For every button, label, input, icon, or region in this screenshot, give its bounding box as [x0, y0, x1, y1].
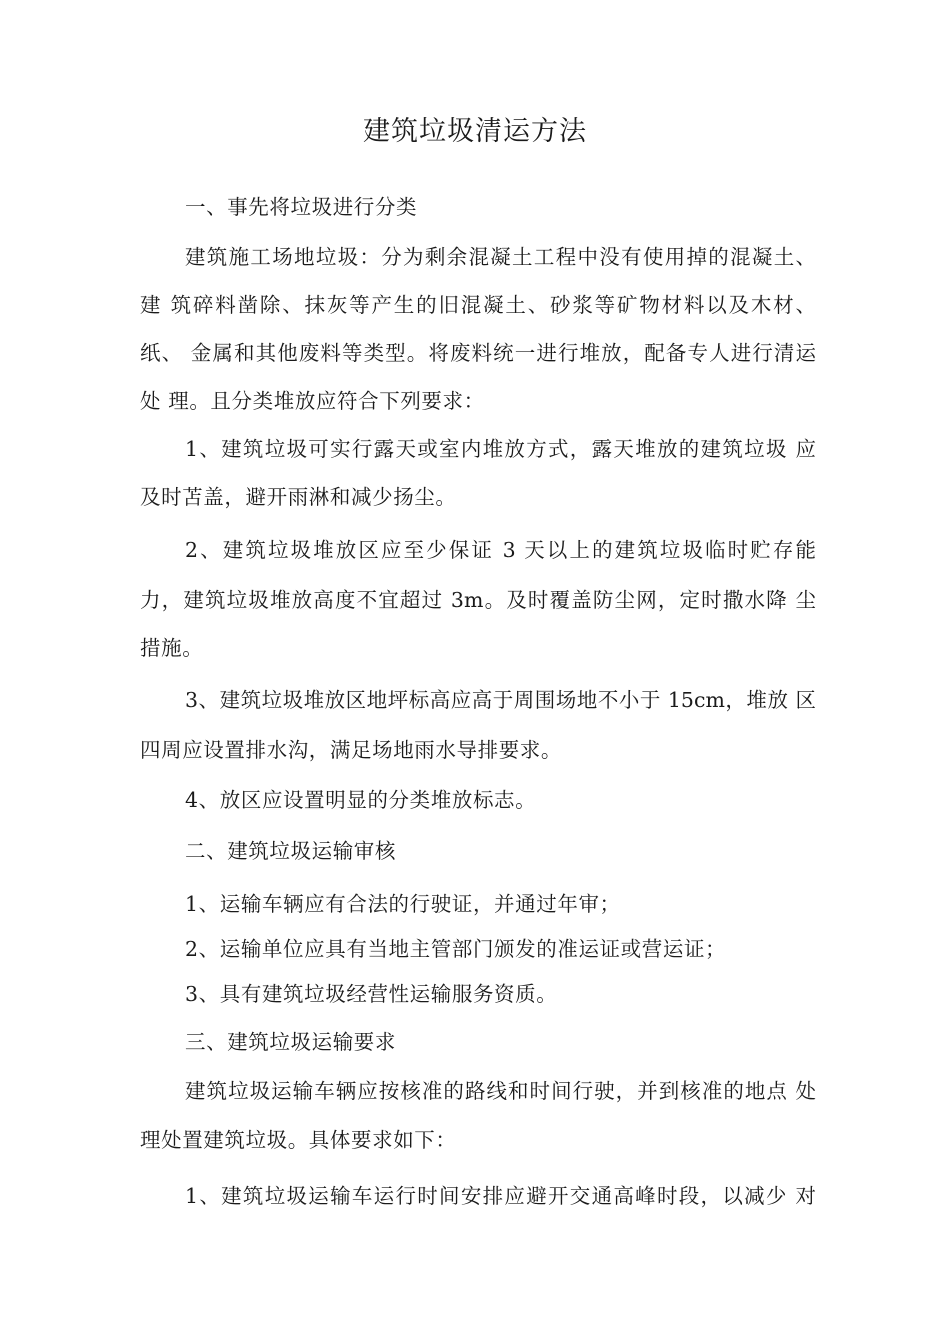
paragraph-line: 建筑施工场地垃圾：分为剩余混凝土工程中没有使用掉的混凝土、	[185, 245, 816, 269]
list-item-line: 措施。	[140, 636, 204, 660]
paragraph-line: 理处置建筑垃圾。具体要求如下：	[140, 1128, 457, 1152]
document-title: 建筑垃圾清运方法	[363, 116, 587, 147]
paragraph-line: 纸、 金属和其他废料等类型。将废料统一进行堆放，配备专人进行清运	[140, 341, 816, 365]
list-item-line: 1、运输车辆应有合法的行驶证，并通过年审；	[185, 892, 621, 916]
section-heading-1: 一、事先将垃圾进行分类	[185, 195, 418, 219]
paragraph-line: 处 理。且分类堆放应符合下列要求：	[140, 389, 485, 413]
section-heading-3: 三、建筑垃圾运输要求	[185, 1030, 396, 1054]
paragraph-line: 建筑垃圾运输车辆应按核准的路线和时间行驶，并到核准的地点 处	[185, 1079, 816, 1103]
list-item-line: 2、运输单位应具有当地主管部门颁发的准运证或营运证；	[185, 937, 727, 961]
list-item-line: 3、具有建筑垃圾经营性运输服务资质。	[185, 982, 558, 1006]
section-heading-2: 二、建筑垃圾运输审核	[185, 839, 396, 863]
list-item-line: 力，建筑垃圾堆放高度不宜超过 3m。及时覆盖防尘网，定时撒水降 尘	[140, 588, 816, 612]
list-item-line: 四周应设置排水沟，满足场地雨水导排要求。	[140, 738, 562, 762]
paragraph-line: 建 筑碎料凿除、抹灰等产生的旧混凝土、砂浆等矿物材料以及木材、	[140, 293, 816, 317]
list-item-line: 2、建筑垃圾堆放区应至少保证 3 天以上的建筑垃圾临时贮存能	[185, 538, 816, 562]
list-item-line: 1、建筑垃圾运输车运行时间安排应避开交通高峰时段，以减少 对	[185, 1184, 816, 1208]
list-item-line: 3、建筑垃圾堆放区地坪标高应高于周围场地不小于 15cm，堆放 区	[185, 688, 816, 712]
list-item-line: 及时苫盖，避开雨淋和减少扬尘。	[140, 485, 457, 509]
list-item-line: 4、放区应设置明显的分类堆放标志。	[185, 788, 537, 812]
list-item-line: 1、建筑垃圾可实行露天或室内堆放方式，露天堆放的建筑垃圾 应	[185, 437, 816, 461]
